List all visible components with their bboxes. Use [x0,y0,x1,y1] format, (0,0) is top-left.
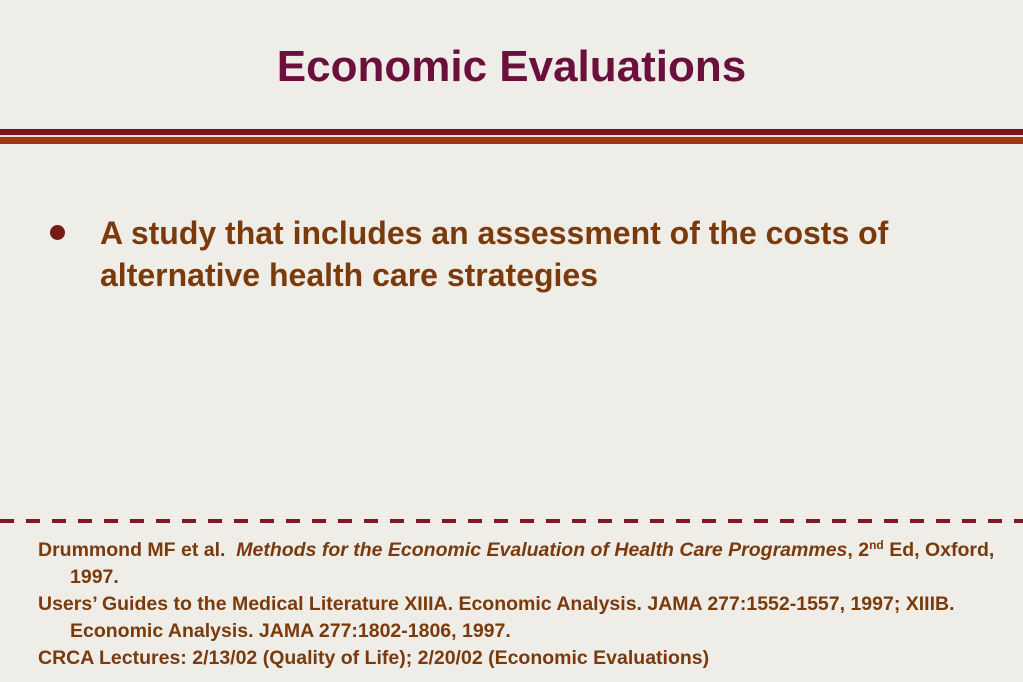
reference-book-title: Methods for the Economic Evaluation of Health Care Programmes [236,539,848,561]
slide-title: Economic Evaluations [276,42,747,91]
bullet-dot-icon [50,225,65,240]
references-divider [0,519,1023,523]
title-divider [0,129,1023,144]
references [38,537,1013,672]
title-divider-bottom [0,137,1023,144]
reference-publisher: Ed, Oxford, 1997. [70,539,995,588]
bullet-list [0,212,1023,296]
reference-edition-suffix: nd [869,538,884,552]
bullet-text: A study that includes an assessment of the costs of alternative health care strategies [100,215,889,293]
reference-crca-lectures: CRCA Lectures: 2/13/02 (Quality of Life); 2/20/02 (Economic Evaluations) [38,647,710,669]
reference-authors: Drummond MF et al. [38,539,226,561]
reference-drummond: Drummond MF et al. Methods for the Economic Evaluation of Health Care Programmes, 2nd Ed, Oxford, 1997. [38,538,995,588]
reference-edition-number: 2 [858,539,870,561]
bullet-item [0,212,1023,296]
reference-users-guides: Users’ Guides to the Medical Literature XIIIA. Economic Analysis. JAMA 277:1552-1557, 1997; XIIIB. Economic Analysis. JAMA 277:1802-1806, 1997. [38,593,955,642]
